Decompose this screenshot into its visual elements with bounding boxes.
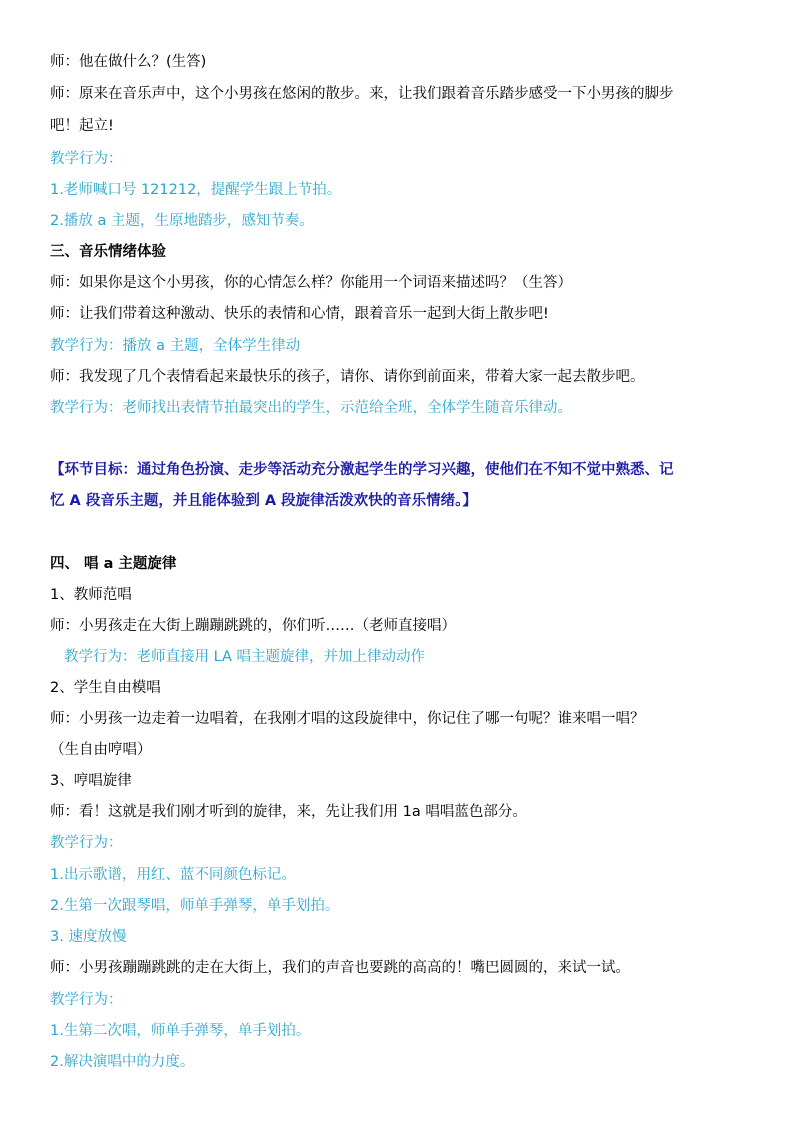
teaching-action-item: 2.播放 a 主题，生原地踏步，感知节奏。: [50, 213, 314, 229]
dialogue-line: 师：让我们带着这种激动、快乐的表情和心情，跟着音乐一起到大街上散步吧!: [50, 306, 549, 322]
teaching-action-line: 教学行为：播放 a 主题，全体学生律动: [50, 338, 301, 354]
teaching-action-item: 2.生第一次跟琴唱，师单手弹琴，单手划拍。: [50, 898, 340, 914]
teaching-action-item: 1.老师喊口号 121212，提醒学生跟上节拍。: [50, 182, 342, 198]
teaching-action-label: 教学行为：: [50, 835, 123, 851]
dialogue-line: 师：如果你是这个小男孩，你的心情怎么样？你能用一个词语来描述吗？（生答）: [50, 275, 572, 291]
dialogue-line: 师：看！这就是我们刚才听到的旋律，来，先让我们用 1a 唱唱蓝色部分。: [50, 804, 527, 820]
teaching-action-item: 1.出示歌谱，用红、蓝不同颜色标记。: [50, 867, 296, 883]
teaching-action-item: 1.生第二次唱，师单手弹琴，单手划拍。: [50, 1023, 311, 1039]
stage-goal-text: 忆 A 段音乐主题，并且能体验到 A 段旋律活泼欢快的音乐情绪。】: [50, 493, 477, 509]
step-heading: 1、教师范唱: [50, 587, 132, 603]
dialogue-line: 师：我发现了几个表情看起来最快乐的孩子，请你、请你到前面来，带着大家一起去散步吧。: [50, 369, 645, 385]
dialogue-line: 师：小男孩走在大街上蹦蹦跳跳的，你们听……（老师直接唱）: [50, 618, 456, 634]
teaching-action-line: 教学行为：老师找出表情节拍最突出的学生，示范给全班，全体学生随音乐律动。: [50, 400, 572, 416]
dialogue-line: （生自由哼唱）: [50, 742, 152, 758]
teaching-action-item: 2.解决演唱中的力度。: [50, 1054, 195, 1070]
step-heading: 3、哼唱旋律: [50, 773, 132, 789]
section-heading: 四、 唱 a 主题旋律: [50, 556, 177, 572]
teaching-action-item: 3. 速度放慢: [50, 929, 127, 945]
teaching-action-label: 教学行为：: [50, 992, 123, 1008]
teaching-action-label: 教学行为：: [50, 151, 123, 167]
dialogue-line: 师：他在做什么？(生答): [50, 54, 207, 70]
section-heading: 三、音乐情绪体验: [50, 244, 166, 260]
dialogue-line: 吧！起立!: [50, 118, 114, 134]
dialogue-line: 师：小男孩蹦蹦跳跳的走在大街上，我们的声音也要跳的高高的！嘴巴圆圆的，来试一试。: [50, 960, 630, 976]
dialogue-line: 师：小男孩一边走着一边唱着，在我刚才唱的这段旋律中，你记住了哪一句呢？谁来唱一唱？: [50, 711, 645, 727]
dialogue-line: 师：原来在音乐声中，这个小男孩在悠闲的散步。来，让我们跟着音乐踏步感受一下小男孩的脚步: [50, 86, 674, 102]
teaching-action-line: 教学行为：老师直接用 LA 唱主题旋律，并加上律动动作: [64, 649, 426, 665]
step-heading: 2、学生自由模唱: [50, 680, 161, 696]
stage-goal-text: 【环节目标：通过角色扮演、走步等活动充分激起学生的学习兴趣，使他们在不知不觉中熟悉、记: [50, 462, 674, 478]
